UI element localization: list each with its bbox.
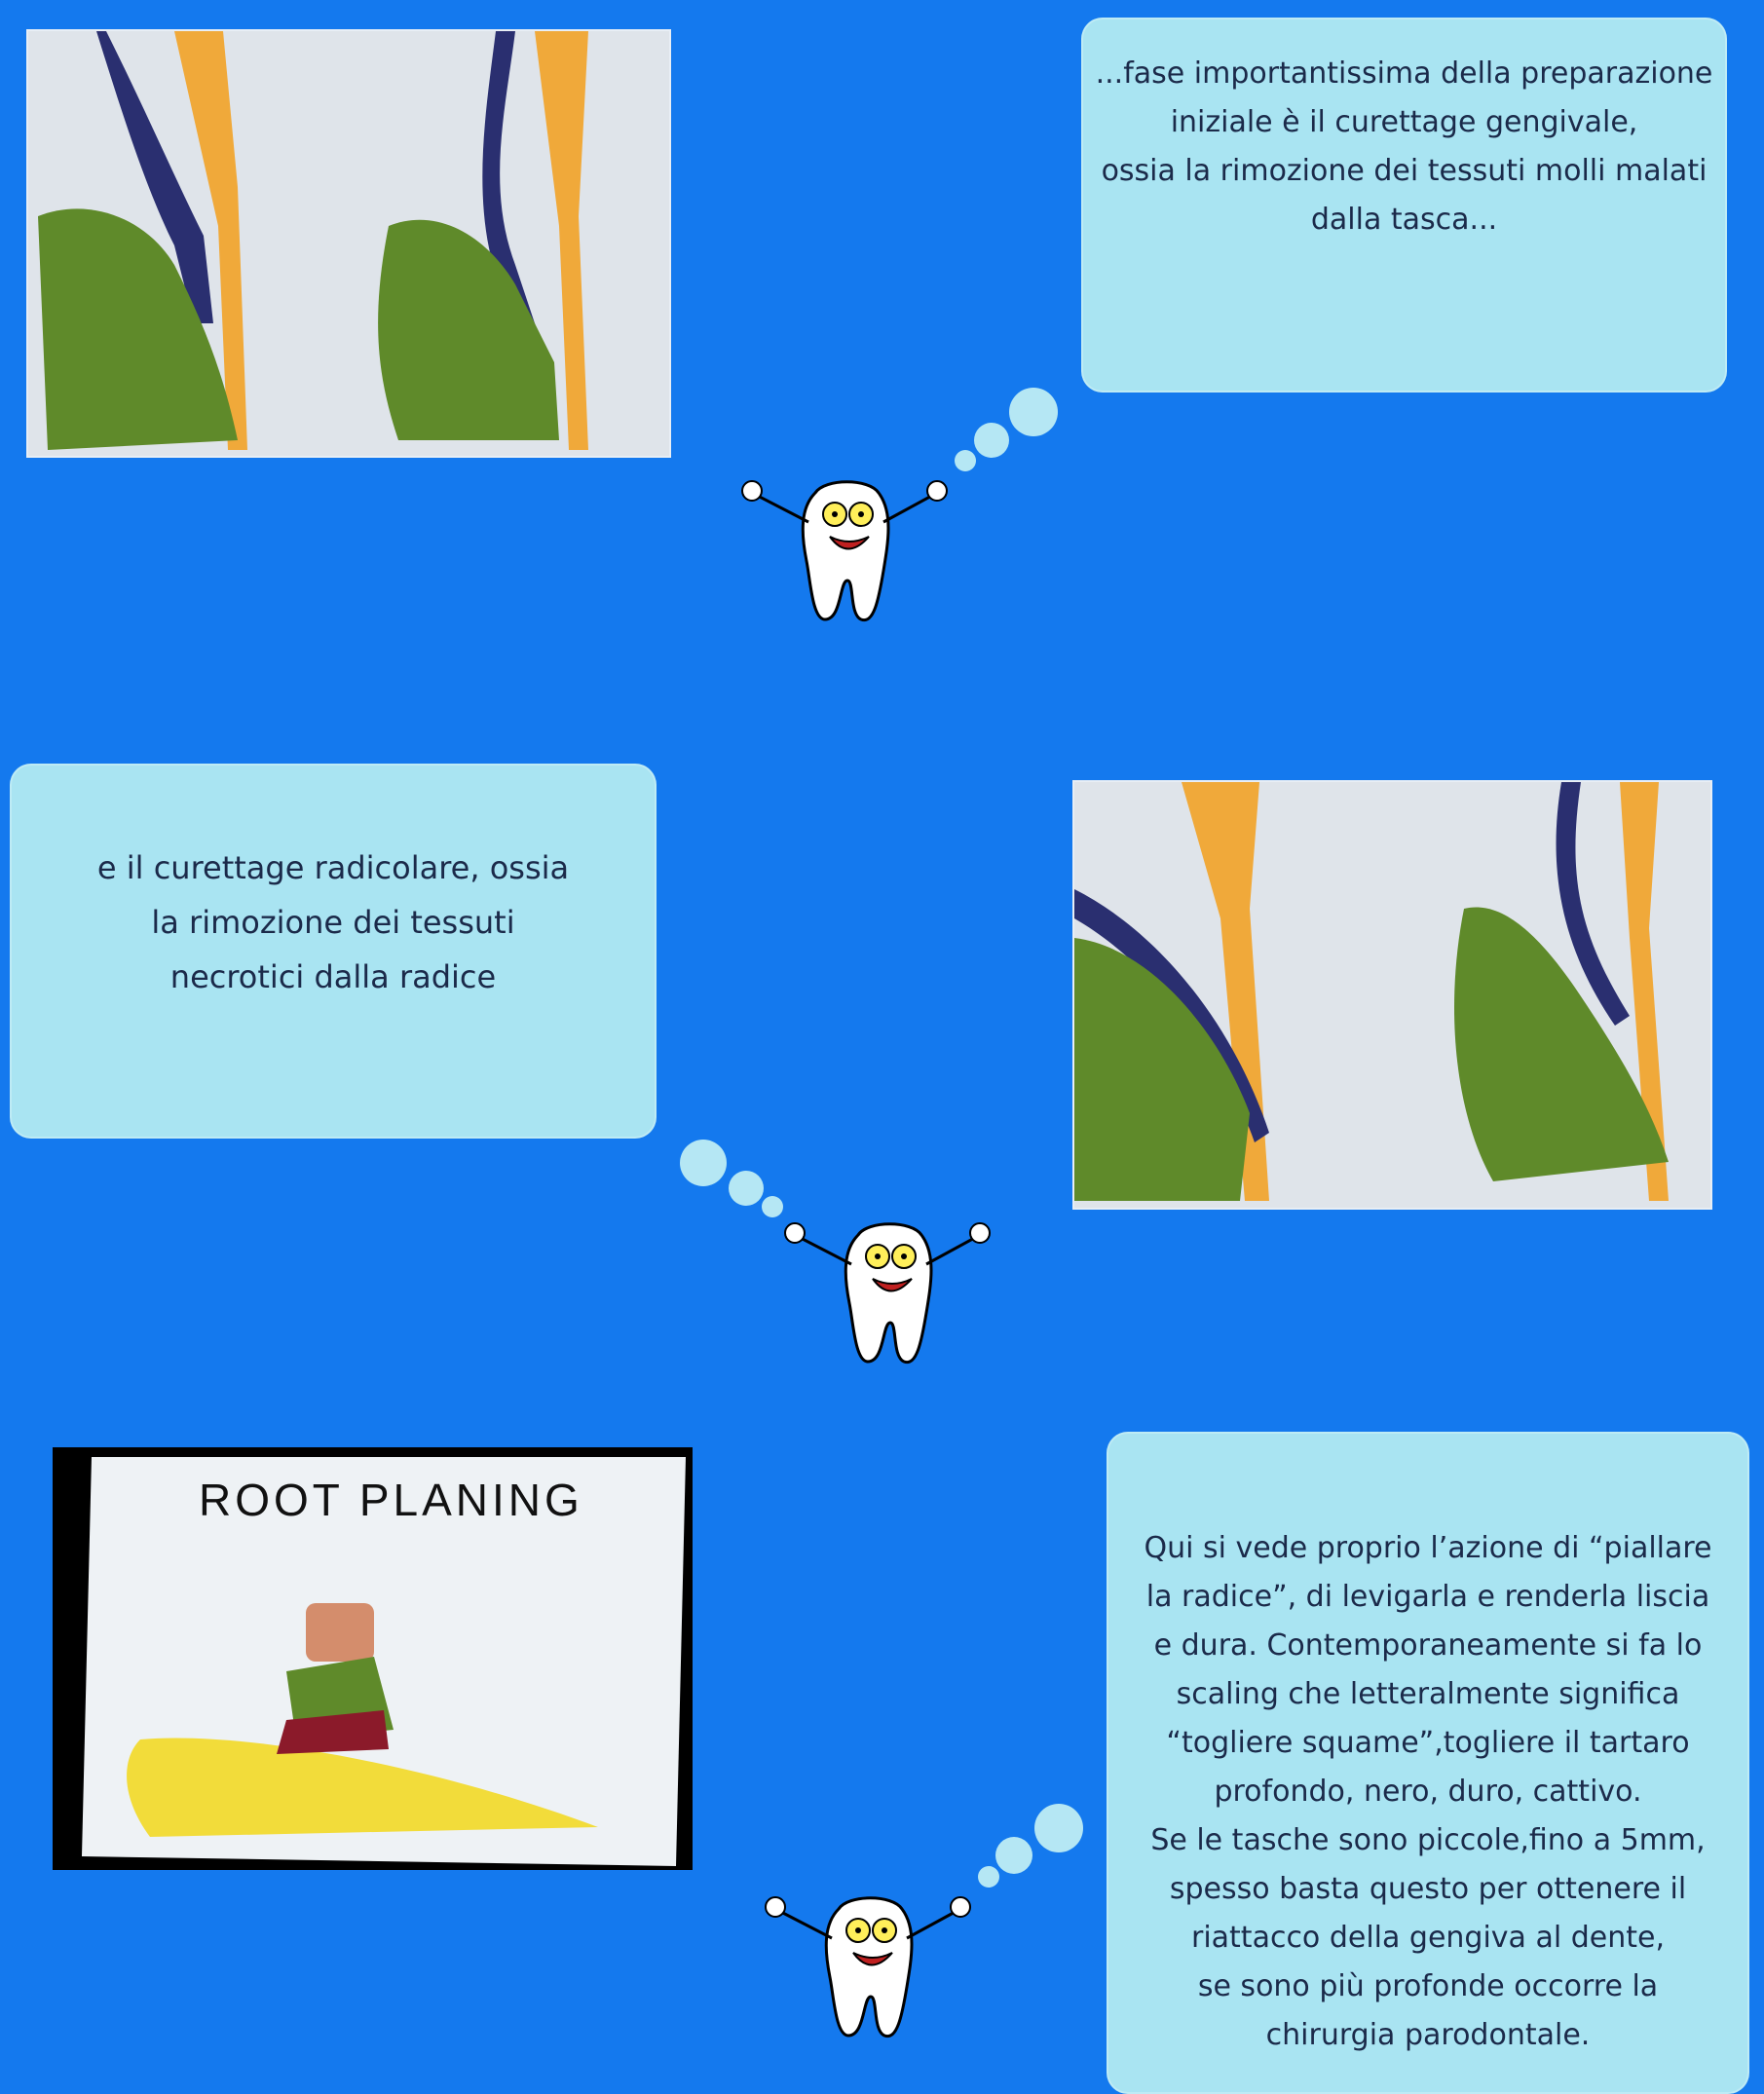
thought-dot (955, 450, 976, 471)
root-planing-image (53, 1447, 693, 1870)
tooth-mascot-3 (756, 1880, 980, 2045)
gum-curettage-image (26, 29, 671, 458)
thought-dot (978, 1866, 999, 1888)
root-curettage-image (1072, 780, 1712, 1210)
bubble-text-3: Qui si vede proprio l’azione di “piallare la radice”, di levigarla e renderla liscia e dura. Contemporaneamente si fa lo scaling che letteralmente significa “togliere squame”,togliere il tartaro profondo, nero, duro, cattivo. Se le tasche sono piccole,fino a 5mm, spesso basta questo per ottenere il riattacco della gengiva al dente, se sono più profonde occorre la chirurgia parodontale. (1144, 1531, 1712, 2052)
bubble-text-1: ...fase importantissima della preparazione iniziale è il curettage gengivale, ossia la rimozione dei tessuti molli malati dalla tasca... (1095, 56, 1713, 237)
tooth-mascot-1 (732, 464, 957, 629)
root-planing-caption: ROOT PLANING (199, 1475, 583, 1525)
speech-bubble-2 (10, 764, 657, 1139)
thought-dot (1009, 388, 1058, 436)
thought-dot (974, 423, 1009, 458)
tooth-mascot-2 (775, 1206, 999, 1371)
thought-dot (995, 1837, 1032, 1874)
thought-dot (680, 1140, 727, 1186)
thought-dot (1034, 1804, 1083, 1852)
thought-dot (729, 1171, 764, 1206)
speech-bubble-1 (1081, 18, 1727, 393)
bubble-text-2: e il curettage radicolare, ossia la rimozione dei tessuti necrotici dalla radice (96, 848, 570, 995)
speech-bubble-3 (1107, 1432, 1749, 2094)
